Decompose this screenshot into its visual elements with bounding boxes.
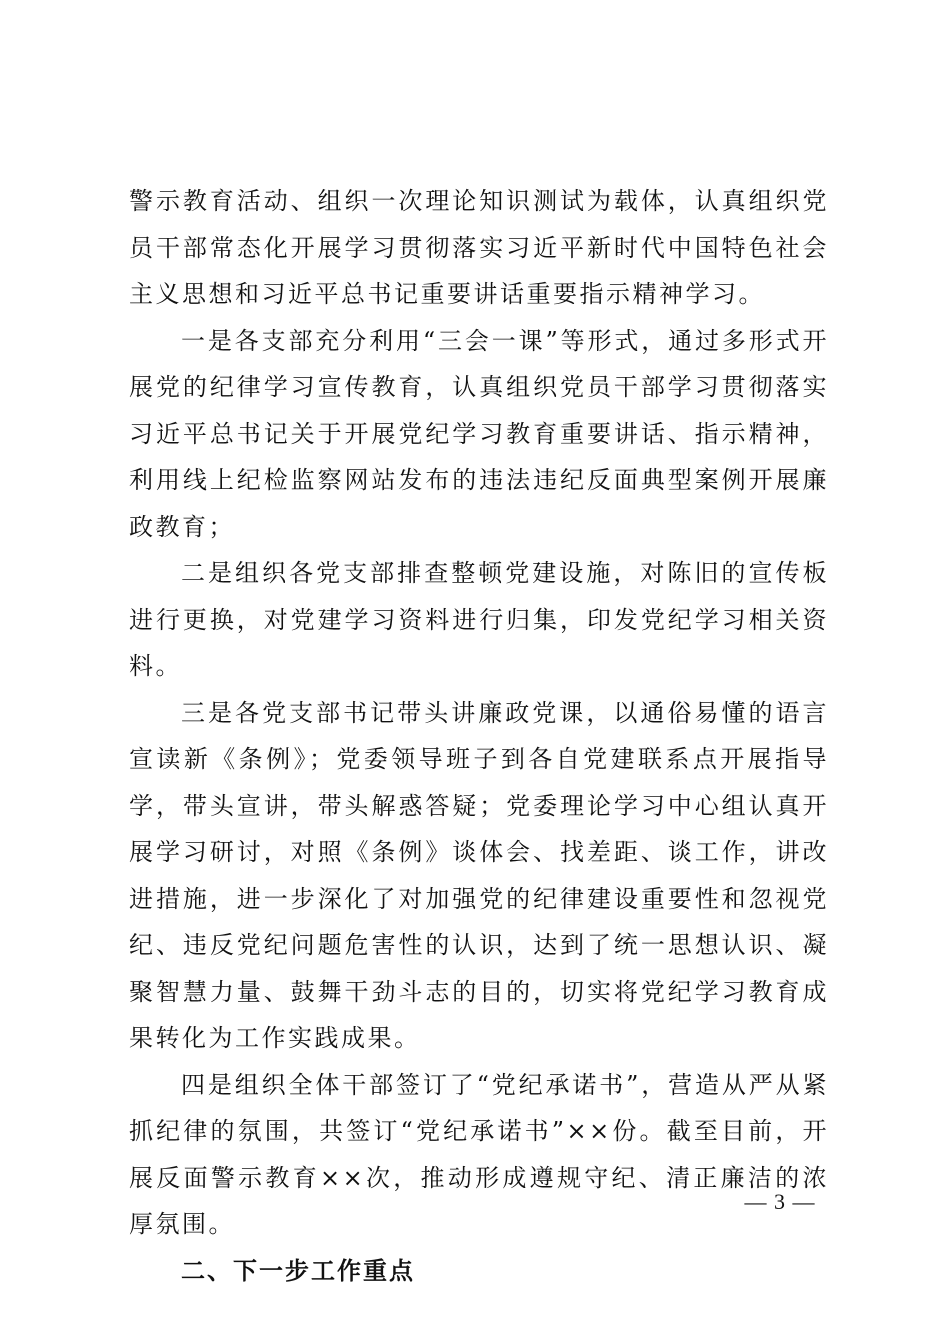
paragraph-item-two: 二是组织各党支部排查整顿党建设施，对陈旧的宣传板进行更换，对党建学习资料进行归集，印发党纪学习相关资料。 (129, 559, 829, 680)
paragraph-continued: 警示教育活动、组织一次理论知识测试为载体，认真组织党员干部常态化开展学习贯彻落实习近平新时代中国特色社会主义思想和习近平总书记重要讲话重要指示精神学习。 (129, 187, 829, 308)
page-number: — 3 — (744, 1189, 816, 1214)
paragraph-item-three: 三是各党支部书记带头讲廉政党课，以通俗易懂的语言宣读新《条例》；党委领导班子到各自党建联系点开展指导学，带头宣讲，带头解惑答疑；党委理论学习中心组认真开展学习研讨，对照《条例》谈体会、找差距、谈工作，讲改进措施，进一步深化了对加强党的纪律建设重要性和忽视党纪、违反党纪问题危害性的认识，达到了统一思想认识、凝聚智慧力量、鼓舞干劲斗志的目的，切实将党纪学习教育成果转化为工作实践成果。 (129, 698, 829, 1052)
document-body (129, 178, 829, 1294)
paragraph-item-one: 一是各支部充分利用“三会一课”等形式，通过多形式开展党的纪律学习宣传教育，认真组织党员干部学习贯彻落实习近平总书记关于开展党纪学习教育重要讲话、指示精神，利用线上纪检监察网站发布的违法违纪反面典型案例开展廉政教育； (129, 326, 829, 541)
section-heading: 二、下一步工作重点 (181, 1256, 415, 1285)
paragraph-item-four: 四是组织全体干部签订了“党纪承诺书”，营造从严从紧抓纪律的氛围，共签订“党纪承诺书”××份。截至目前，开展反面警示教育××次，推动形成遵规守纪、清正廉洁的浓厚氛围。 (129, 1070, 829, 1238)
